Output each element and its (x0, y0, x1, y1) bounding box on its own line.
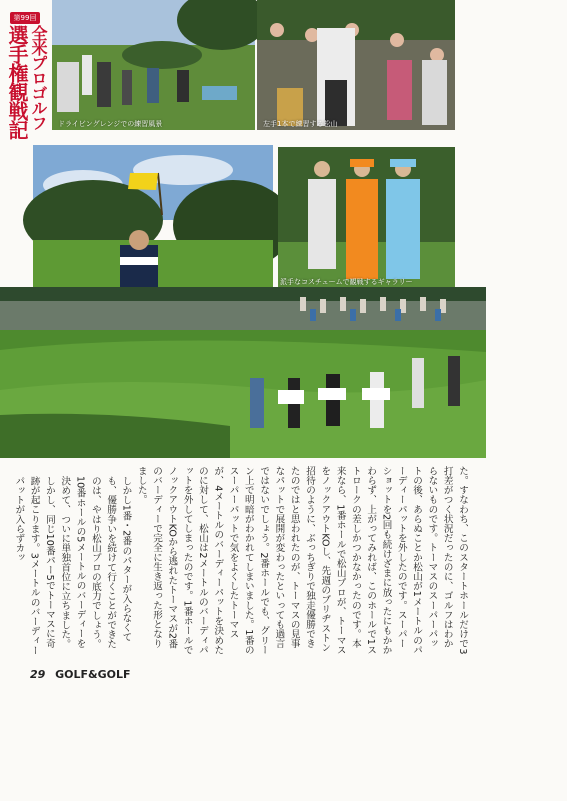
photo-crowd-strip (0, 287, 486, 332)
caption-photo1: ドライビングレンジでの練習風景 (58, 120, 163, 128)
edition-badge: 第99回 (10, 12, 40, 24)
caption-photo4: 派手なコスチュームで観戦するギャラリー (280, 278, 413, 286)
article-paragraph: た。すなわち、このスタートホールだけで3打差がつく状況だったのに、ゴルフはわからないものです。トーマスのスーパーパットの後、あらぬことか松山が1メートルのパーディーパットを外したのです。スーパーショットを2回も続けざまに放ったにもかかわらず、上がってみれば、このホールで1ストロークの差しかつかなかったのです。本来なら、1番ホールで松山プロが、トーマスをノックアウトKOし、先週のブリヂストン招待のように、ぶっちぎりで独走優勝できたのではと思われたのが、トーマスの見事なパットで展開が変わったといっても過言ではないでしょう。2番ホールでも、グリーン上で明暗がわかれてしまいました。1番のスーパーパットで気をよくしたトーマスが、4メートルのバーディーパットを決めたのに対して、松山は2メートルのバーディパットを外してしまったのです。1番ホールでノックアウトKOから逃れたトーマスが2番のバーディーで完全に生き返った形となりました。 (135, 466, 468, 655)
page-number: 29 (30, 668, 46, 681)
photo-matsuyama-practice (257, 0, 455, 130)
photo-fairway-group (0, 330, 486, 458)
photo-costume-gallery (278, 147, 455, 287)
article-body (13, 466, 470, 656)
page-folio (30, 668, 131, 681)
magazine-name: GOLF&GOLF (55, 668, 131, 681)
header-title-line2: 選手権観戦記 (5, 25, 29, 139)
article-paragraph: しかし1番・2番のパターが入らなくても、優勝争いを続けて行くことができたのは、やはり松山プロの底力でしょう。10番ホールの5メートルのバーディーを決めて、ついに単独首位に立ちました。しかし、同じ10番パー5でトーマスに奇跡が起こります。3メートルのバーディーパットが入らずカッ (13, 475, 132, 655)
caption-photo2: 左手1本で練習する松山 (263, 120, 338, 128)
photo-driving-range (52, 0, 255, 130)
header-title-line1: 全米プロゴルフ (29, 25, 48, 130)
